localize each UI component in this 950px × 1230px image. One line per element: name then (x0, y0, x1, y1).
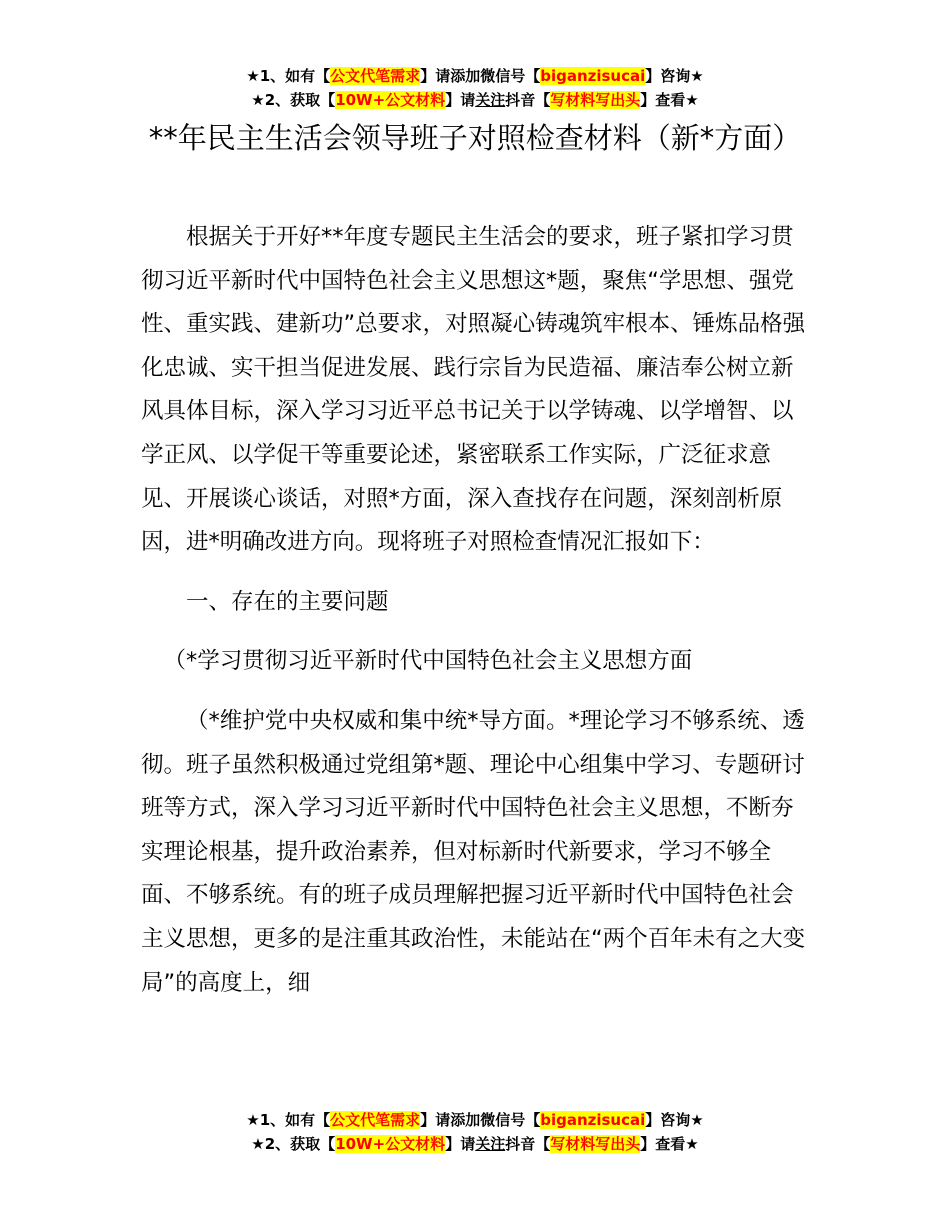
banner-text: 】咨询★ (645, 1111, 704, 1129)
highlight-service: 公文代笔需求 (330, 1111, 421, 1129)
highlight-materials: 10W+公文材料 (335, 91, 446, 109)
document-title: **年民主生活会领导班子对照检查材料（新*方面） (148, 121, 802, 155)
highlight-wechat-id: biganzisucai (540, 1111, 646, 1129)
banner-text: 抖音【 (505, 91, 551, 109)
banner-text: 抖音【 (505, 1135, 551, 1153)
header-banner (0, 64, 950, 112)
underlined-follow: 关注 (475, 1135, 506, 1153)
banner-text: ★2、获取【 (251, 1135, 336, 1153)
banner-line-2 (0, 88, 950, 112)
banner-text: 】请 (445, 91, 476, 109)
underlined-follow: 关注 (475, 91, 506, 109)
banner-text: ★1、如有【 (246, 1111, 331, 1129)
banner-text: ★2、获取【 (251, 91, 336, 109)
section-heading: 一、存在的主要问题 (186, 588, 389, 615)
body-paragraph: （*维护党中央权威和集中统*导方面。*理论学习不够系统、透彻。班子虽然积极通过党组第*题、理论中心组集中学习、专题研讨班等方式，深入学习习近平新时代中国特色社会主义思想，不断夯实理论根基，提升政治素养，但对标新时代新要求，学习不够全面、不够系统。有的班子成员理解把握习近平新时代中国特色社会主义思想，更多的是注重其政治性，未能站在“两个百年未有之大变局”的高度上，细 (141, 707, 806, 996)
document-body (141, 216, 813, 1005)
banner-text: ★1、如有【 (246, 67, 331, 85)
highlight-wechat-id: biganzisucai (540, 67, 646, 85)
subsection-heading: （*学习贯彻习近平新时代中国特色社会主义思想方面 (163, 648, 693, 675)
intro-paragraph: 根据关于开好**年度专题民主生活会的要求，班子紧扣学习贯彻习近平新时代中国特色社会主义思想这*题，聚焦“学思想、强党性、重实践、建新功”总要求，对照凝心铸魂筑牢根本、锤炼品格强化忠诚、实干担当促进发展、践行宗旨为民造福、廉洁奉公树立新风具体目标，深入学习习近平总书记关于以学铸魂、以学增智、以学正风、以学促干等重要论述，紧密联系工作实际，广泛征求意见、开展谈心谈话，对照*方面，深入查找存在问题，深刻剖析原因，进*明确改进方向。现将班子对照检查情况汇报如下： (141, 224, 806, 556)
banner-text: 】请添加微信号【 (420, 1111, 541, 1129)
banner-line-1 (0, 64, 950, 88)
banner-text: 】查看★ (640, 1135, 699, 1153)
footer-banner (0, 1108, 950, 1156)
highlight-account: 写材料写出头 (550, 1135, 641, 1153)
highlight-service: 公文代笔需求 (330, 67, 421, 85)
banner-text: 】咨询★ (645, 67, 704, 85)
highlight-account: 写材料写出头 (550, 91, 641, 109)
banner-line-2 (0, 1132, 950, 1156)
highlight-materials: 10W+公文材料 (335, 1135, 446, 1153)
banner-text: 】请 (445, 1135, 476, 1153)
banner-text: 】请添加微信号【 (420, 67, 541, 85)
banner-line-1 (0, 1108, 950, 1132)
banner-text: 】查看★ (640, 91, 699, 109)
